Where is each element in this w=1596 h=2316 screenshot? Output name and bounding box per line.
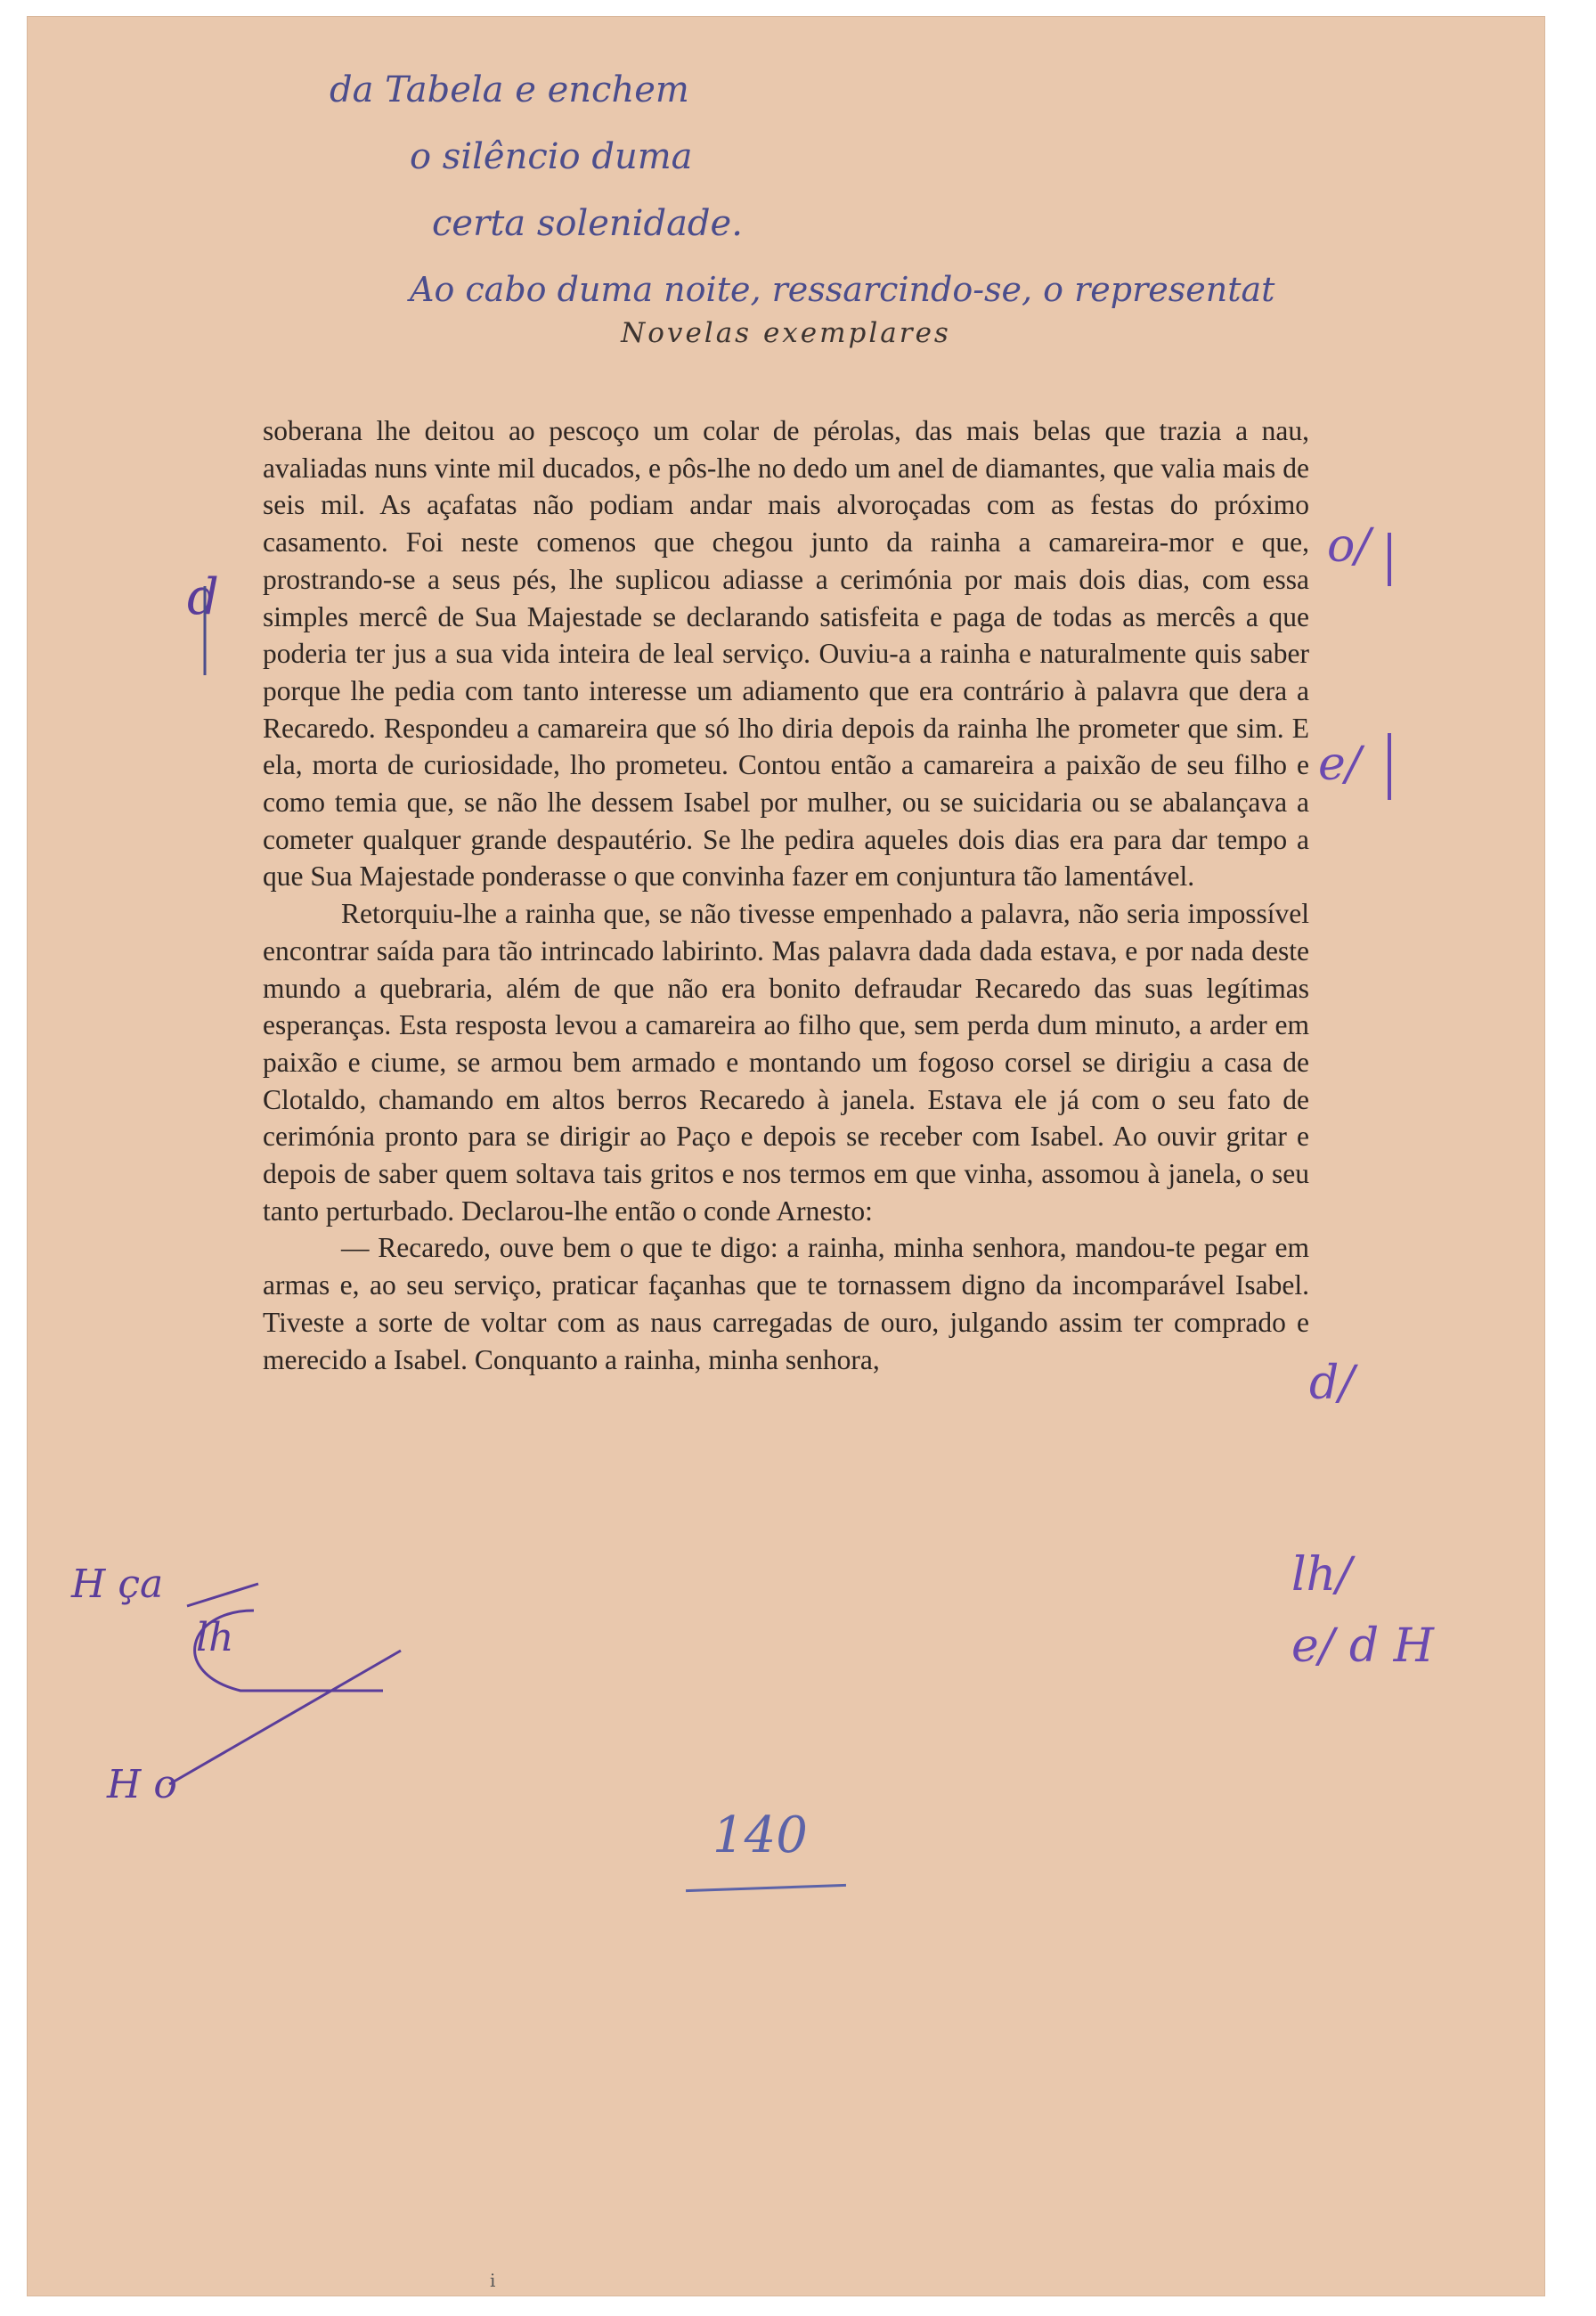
- margin-mark-left-1: d: [187, 568, 219, 626]
- margin-mark-right-5: e/ d H: [1291, 1619, 1434, 1673]
- handwritten-note-line2: o silêncio duma: [410, 136, 693, 177]
- paragraph-2: Retorquiu-lhe a rainha que, se não tivesse empenhado a palavra, não seria impossível encontrar saída para tão intrincado labirinto. Mas palavra dada dada estava, e por nada deste mundo a quebraria, além de que não era bonito defraudar Recaredo das suas legítimas esperanças. Esta resposta levou a camareira ao filho que, sem perda dum minuto, a arder em paixão e ciume, se armou bem armado e montando um fogoso corsel se dirigiu a casa de Clotaldo, chamando em altos berros Recaredo à janela. Estava ele já com o seu fato de cerimónia pronto para se dirigir ao Paço e depois se receber com Isabel. Ao ouvir gritar e depois de saber quem soltava tais gritos e nos termos em que vinha, assomou à janela, o seu tanto perturbado. Declarou-lhe então o conde Arnesto:: [263, 898, 1309, 1227]
- margin-mark-right-3: d/: [1309, 1357, 1355, 1410]
- margin-mark-right-2: e/: [1318, 738, 1362, 791]
- document-page: [27, 16, 1545, 2296]
- handwritten-note-line3: certa solenidade.: [432, 203, 743, 244]
- footer-mark: i: [490, 2270, 496, 2291]
- running-head: Novelas exemplares: [621, 317, 951, 349]
- handwritten-note-line1: da Tabela e enchem: [330, 69, 689, 110]
- handwritten-note-line4: Ao cabo duma noite, ressarcindo-se, o representat: [410, 270, 1275, 309]
- margin-mark-right-1: o/: [1327, 519, 1371, 573]
- body-text: [263, 412, 1309, 1378]
- margin-mark-left-4: H o: [107, 1762, 177, 1807]
- paragraph-1: soberana lhe deitou ao pescoço um colar de pérolas, das mais belas que trazia a nau, avaliadas nuns vinte mil ducados, e pôs-lhe no dedo um anel de diamantes, que valia mais de seis mil. As açafatas não podiam andar mais alvoroçadas com as festas do próximo casamento. Foi neste comenos que chegou junto da rainha a camareira-mor e que, prostrando-se a seus pés, lhe suplicou adiasse a cerimónia por mais dois dias, com essa simples mercê de Sua Majestade se declarando satisfeita e paga de todas as mercês a que poderia ter jus a sua vida inteira de leal serviço. Ouviu-a a rainha e naturalmente quis saber porque lhe pedia com tanto interesse um adiamento que era contrário à palavra que dera a Recaredo. Respondeu a camareira que só lho diria depois da rainha lhe prometer que sim. E ela, morta de curiosidade, lho prometeu. Contou então a camareira a paixão de seu filho e como temia que, se não lhe dessem Isabel por mulher, ou se suicidaria ou se abalançava a cometer qualquer grande despautério. Se lhe pedira aqueles dois dias era para dar tempo a que Sua Majestade ponderasse o que convinha fazer em conjuntura tão lamentável.: [263, 415, 1309, 893]
- margin-mark-left-2: H ça: [71, 1562, 164, 1607]
- page-number: 140: [712, 1806, 808, 1864]
- paragraph-3: — Recaredo, ouve bem o que te digo: a rainha, minha senhora, mandou-te pegar em armas e, ao seu serviço, praticar façanhas que te tornassem digno da incomparável Isabel. Tiveste a sorte de voltar com as naus carregadas de ouro, julgando assim ter comprado e merecido a Isabel. Conquanto a rainha, minha senhora,: [263, 1232, 1309, 1375]
- margin-mark-right-4: lh/: [1291, 1548, 1352, 1602]
- margin-mark-left-3: lh: [196, 1615, 234, 1660]
